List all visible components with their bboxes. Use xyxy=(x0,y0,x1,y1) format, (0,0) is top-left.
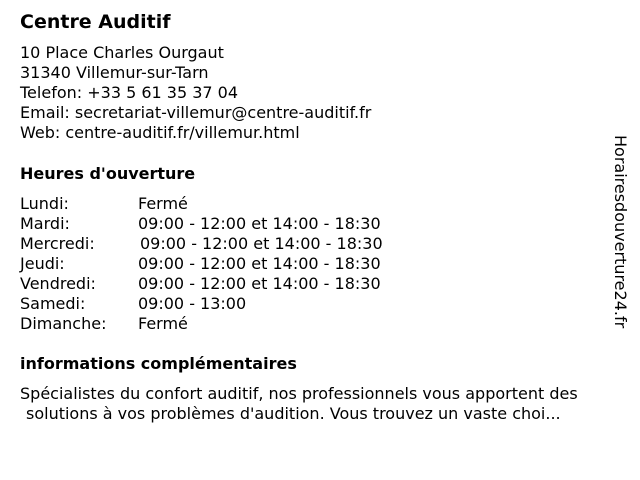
day-label: Mercredi: xyxy=(20,234,95,253)
info-line-1: Spécialistes du confort auditif, nos professionnels vous apportent des xyxy=(20,384,578,403)
hours-row-samedi xyxy=(20,294,480,314)
hours-row-mercredi xyxy=(20,234,480,254)
hours-heading: Heures d'ouverture xyxy=(20,164,196,183)
time-value: Fermé xyxy=(138,194,188,213)
business-name: Centre Auditif xyxy=(20,11,171,33)
hours-table xyxy=(20,194,480,334)
info-heading: informations complémentaires xyxy=(20,354,297,373)
day-label: Samedi: xyxy=(20,294,86,313)
time-value: 09:00 - 12:00 et 14:00 - 18:30 xyxy=(138,254,381,273)
contact-block xyxy=(20,43,371,143)
day-label: Jeudi: xyxy=(20,254,65,273)
hours-row-lundi xyxy=(20,194,480,214)
day-label: Dimanche: xyxy=(20,314,107,333)
business-card xyxy=(20,0,615,480)
time-value: Fermé xyxy=(138,314,188,333)
time-value: 09:00 - 12:00 et 14:00 - 18:30 xyxy=(140,234,383,253)
hours-row-mardi xyxy=(20,214,480,234)
time-value: 09:00 - 12:00 et 14:00 - 18:30 xyxy=(138,214,381,233)
day-label: Vendredi: xyxy=(20,274,96,293)
day-label: Lundi: xyxy=(20,194,69,213)
watermark-text: Horairesdouverture24.fr xyxy=(611,135,630,329)
phone-text: Telefon: +33 5 61 35 37 04 xyxy=(20,83,239,102)
hours-row-jeudi xyxy=(20,254,480,274)
hours-row-dimanche xyxy=(20,314,480,334)
address-line-city: 31340 Villemur-sur-Tarn xyxy=(20,63,209,82)
email-text: Email: secretariat-villemur@centre-auditif.fr xyxy=(20,103,372,122)
day-label: Mardi: xyxy=(20,214,70,233)
time-value: 09:00 - 13:00 xyxy=(138,294,247,313)
info-description xyxy=(20,384,630,424)
hours-row-vendredi xyxy=(20,274,480,294)
web-text: Web: centre-auditif.fr/villemur.html xyxy=(20,123,300,142)
info-line-2: solutions à vos problèmes d'audition. Vous trouvez un vaste choi... xyxy=(26,404,561,423)
address-line-street: 10 Place Charles Ourgaut xyxy=(20,43,224,62)
time-value: 09:00 - 12:00 et 14:00 - 18:30 xyxy=(138,274,381,293)
